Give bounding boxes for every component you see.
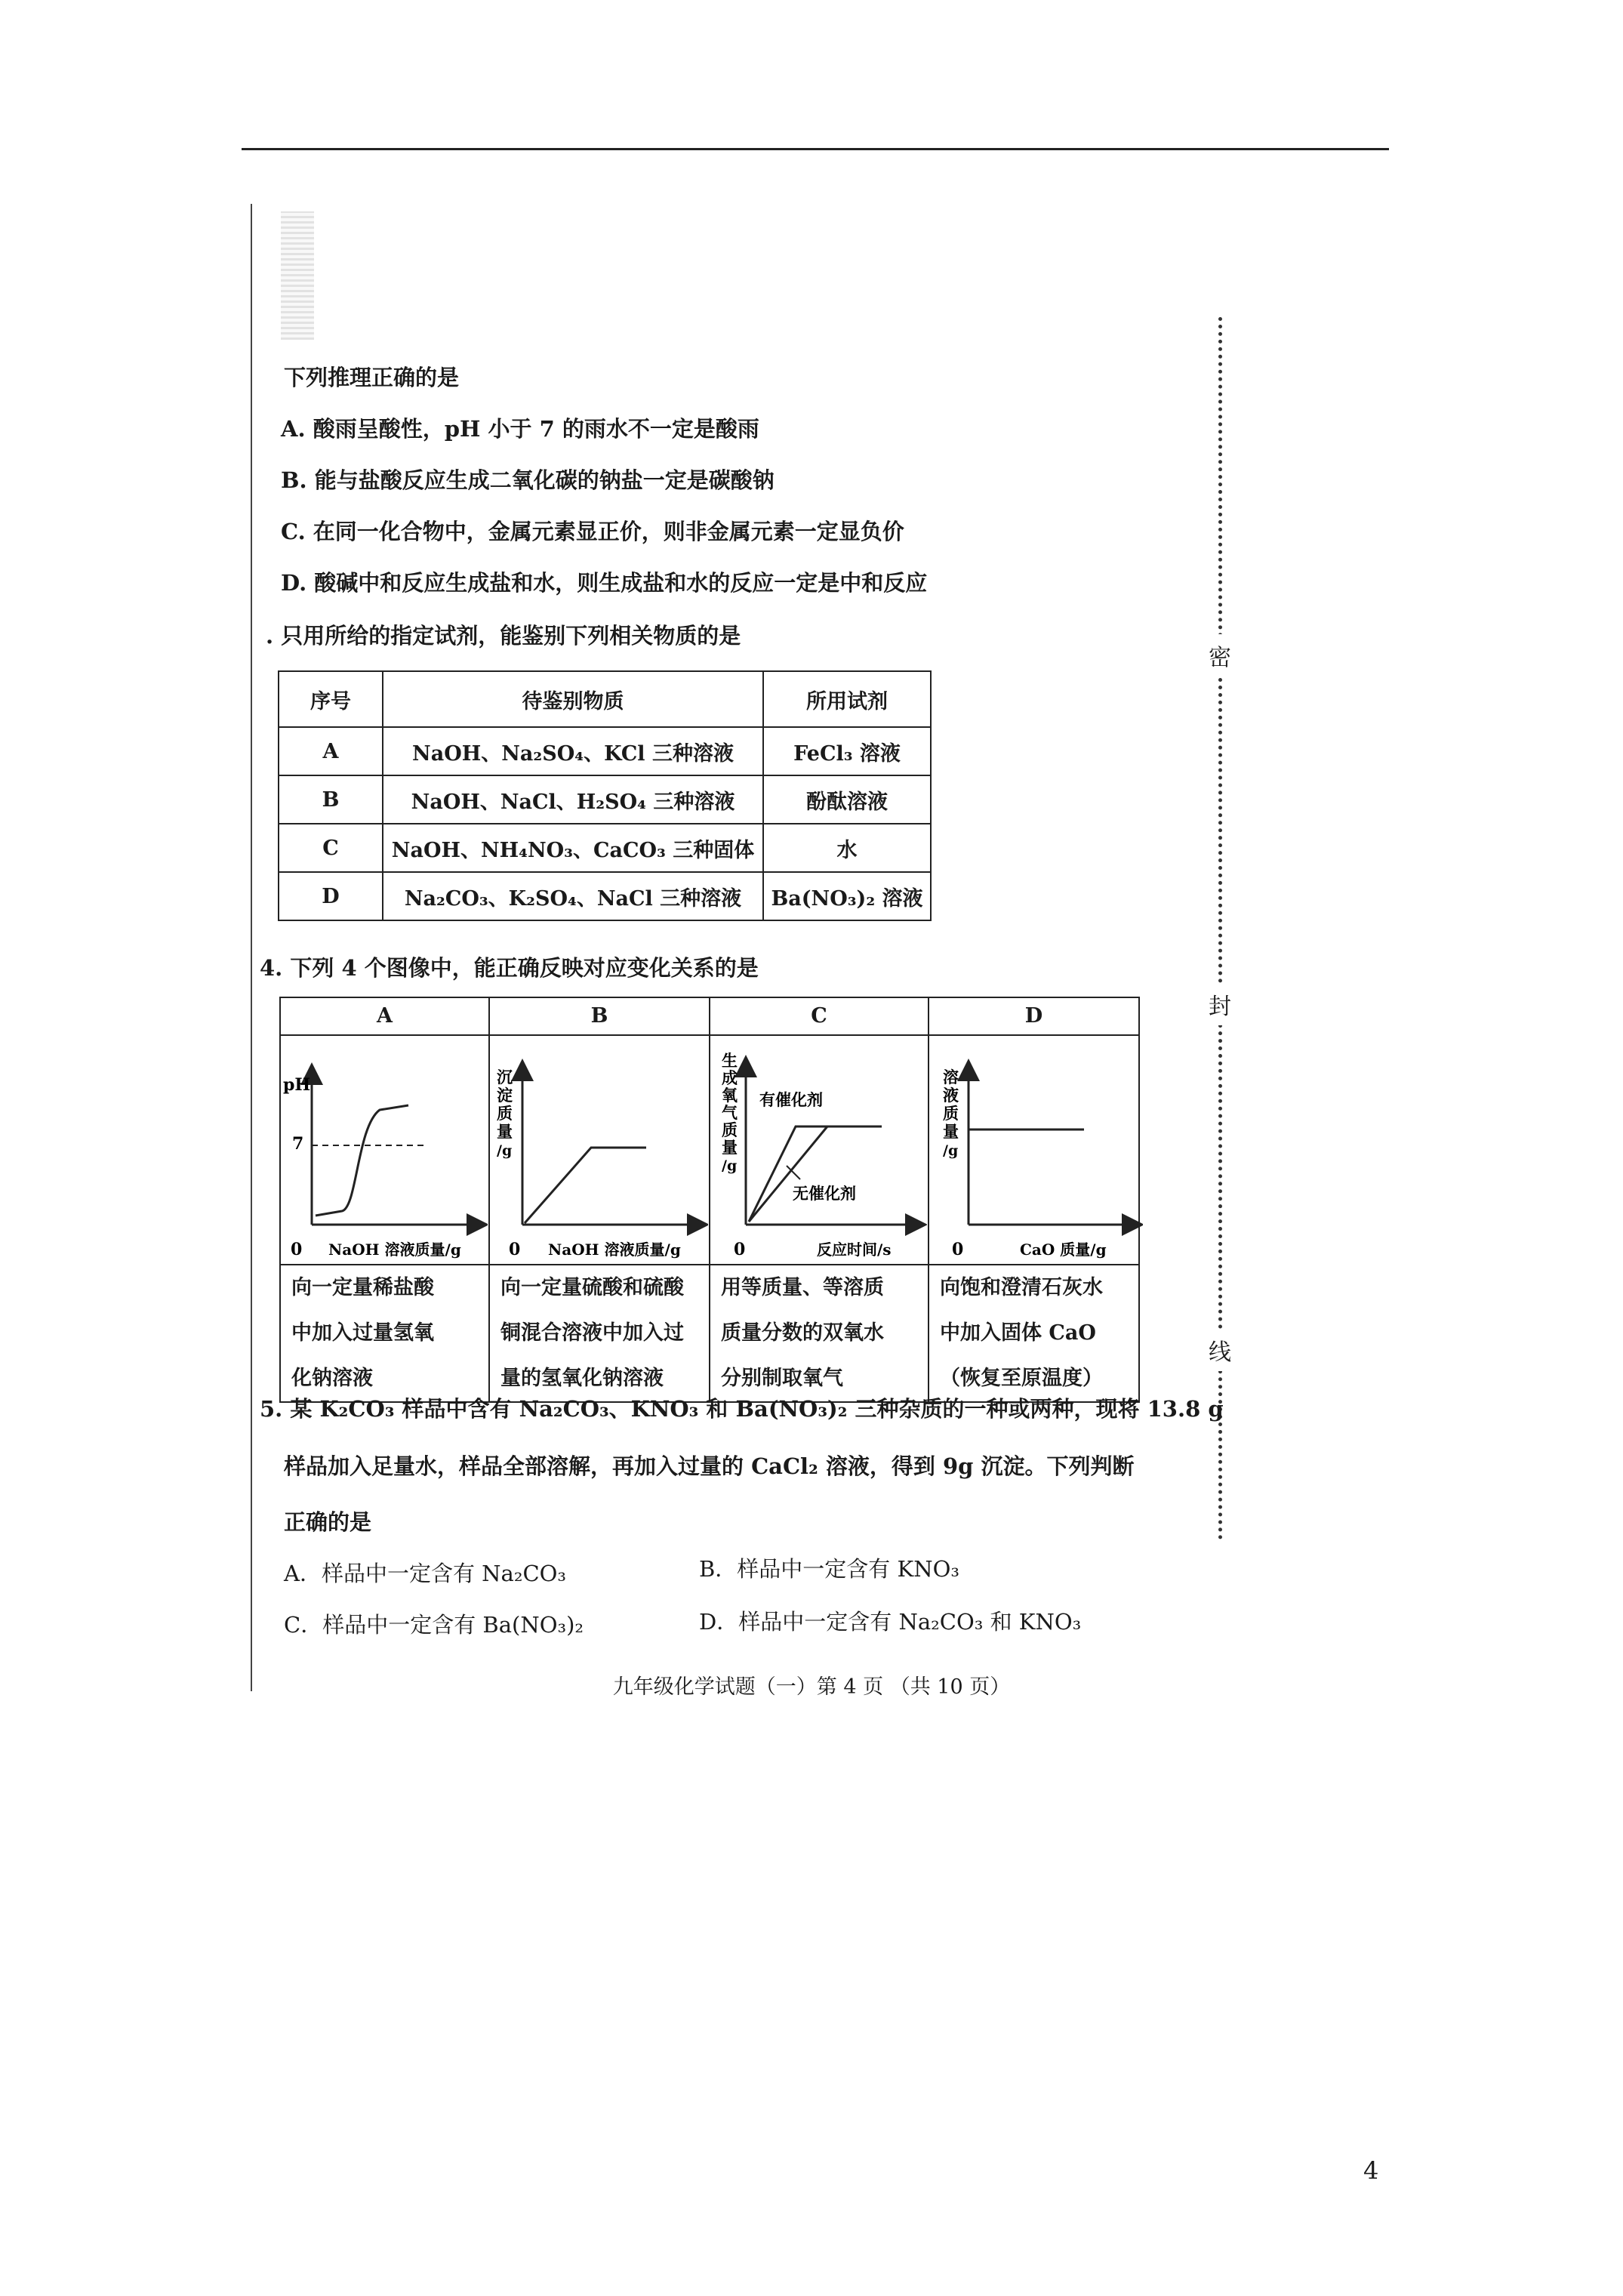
graph-d-cell bbox=[929, 1035, 1139, 1265]
y-label-char: 液 bbox=[943, 1086, 959, 1105]
description-d bbox=[929, 1265, 1139, 1402]
row-reagent: 水 bbox=[763, 824, 931, 872]
graph-column-header-row bbox=[280, 997, 1139, 1035]
y-label-char: 淀 bbox=[497, 1086, 513, 1105]
binding-margin-line bbox=[251, 204, 252, 1691]
x-axis-label: 反应时间/s bbox=[817, 1240, 892, 1259]
y-label-char: 质 bbox=[722, 1120, 738, 1139]
y-label-char: 成 bbox=[722, 1068, 738, 1087]
x-axis-label: NaOH 溶液质量/g bbox=[328, 1240, 461, 1259]
graph-c-cell bbox=[710, 1035, 929, 1265]
origin-label: 0 bbox=[509, 1240, 521, 1259]
description-line: 量的氢氧化钠溶液 bbox=[500, 1367, 664, 1390]
table-row bbox=[279, 872, 931, 920]
column-label-c: C bbox=[710, 997, 929, 1035]
y-label-char: 量 bbox=[497, 1122, 513, 1141]
description-line: 向一定量稀盐酸 bbox=[291, 1276, 434, 1299]
y-label-unit: /g bbox=[722, 1157, 738, 1174]
table-row bbox=[279, 775, 931, 824]
description-c bbox=[710, 1265, 929, 1402]
x-axis-label: CaO 质量/g bbox=[1020, 1240, 1107, 1259]
graph-d bbox=[929, 1036, 1143, 1261]
row-id: A bbox=[279, 727, 383, 775]
y-label-unit: /g bbox=[497, 1142, 513, 1159]
q3-stem: . 只用所给的指定试剂，能鉴别下列相关物质的是 bbox=[266, 623, 741, 649]
scan-artifact bbox=[281, 211, 314, 340]
q5-option-d: D．样品中一定含有 Na₂CO₃ 和 KNO₃ bbox=[699, 1609, 1082, 1635]
q2-option-b: B. 能与盐酸反应生成二氧化碳的钠盐一定是碳酸钠 bbox=[281, 467, 775, 493]
header-cell: 所用试剂 bbox=[763, 671, 931, 727]
y-tick-label: 7 bbox=[292, 1134, 304, 1154]
description-line: 中加入固体 CaO bbox=[940, 1321, 1096, 1345]
description-line: 用等质量、等溶质 bbox=[721, 1276, 884, 1299]
origin-label: 0 bbox=[734, 1240, 746, 1259]
y-axis-label: pH bbox=[283, 1075, 311, 1095]
graph-c bbox=[711, 1036, 927, 1261]
q2-option-d: D. 酸碱中和反应生成盐和水，则生成盐和水的反应一定是中和反应 bbox=[281, 570, 928, 596]
precipitate-curve bbox=[525, 1148, 646, 1223]
row-substances: NaOH、NH₄NO₃、CaCO₃ 三种固体 bbox=[383, 824, 763, 872]
q4-graph-table bbox=[279, 997, 1140, 1403]
description-line: 化钠溶液 bbox=[291, 1367, 373, 1390]
y-label-unit: /g bbox=[943, 1142, 959, 1159]
graph-a-cell bbox=[280, 1035, 489, 1265]
graph-a bbox=[282, 1036, 488, 1261]
graph-row bbox=[280, 1035, 1139, 1265]
table-row bbox=[279, 727, 931, 775]
y-label-char: 沉 bbox=[497, 1068, 513, 1086]
row-id: D bbox=[279, 872, 383, 920]
description-line: 向饱和澄清石灰水 bbox=[940, 1276, 1103, 1299]
row-id: B bbox=[279, 775, 383, 824]
description-line: （恢复至原温度） bbox=[940, 1367, 1103, 1390]
q3-table bbox=[278, 670, 932, 921]
description-line: 质量分数的双氧水 bbox=[721, 1321, 884, 1345]
y-label-char: 质 bbox=[497, 1104, 513, 1123]
row-reagent: FeCl₃ 溶液 bbox=[763, 727, 931, 775]
row-id: C bbox=[279, 824, 383, 872]
q5-option-a: A．样品中一定含有 Na₂CO₃ bbox=[284, 1561, 567, 1586]
column-label-a: A bbox=[280, 997, 489, 1035]
header-cell: 序号 bbox=[279, 671, 383, 727]
q2-option-c: C. 在同一化合物中，金属元素显正价，则非金属元素一定显负价 bbox=[281, 519, 904, 544]
q5-option-c: C．样品中一定含有 Ba(NO₃)₂ bbox=[284, 1612, 584, 1638]
row-reagent: 酚酞溶液 bbox=[763, 775, 931, 824]
y-label-char: 气 bbox=[722, 1103, 738, 1122]
header-rule bbox=[242, 148, 1389, 150]
x-axis-label: NaOH 溶液质量/g bbox=[548, 1240, 681, 1259]
row-substances: NaOH、Na₂SO₄、KCl 三种溶液 bbox=[383, 727, 763, 775]
seal-char-mi: 密 bbox=[1205, 634, 1235, 676]
q5-stem-line: 正确的是 bbox=[284, 1509, 372, 1535]
q4-stem: 4. 下列 4 个图像中，能正确反映对应变化关系的是 bbox=[260, 955, 759, 981]
description-line: 中加入过量氢氧 bbox=[291, 1321, 434, 1345]
q2-option-a: A. 酸雨呈酸性，pH 小于 7 的雨水不一定是酸雨 bbox=[281, 416, 759, 442]
graph-b-cell bbox=[489, 1035, 710, 1265]
header-cell: 待鉴别物质 bbox=[383, 671, 763, 727]
page-number: 4 bbox=[1363, 2156, 1379, 2185]
q5-stem-line: 5. 某 K₂CO₃ 样品中含有 Na₂CO₃、KNO₃ 和 Ba(NO₃)₂ 三种杂质的一种或两种，现将 13.8 g bbox=[260, 1396, 1224, 1422]
q2-stem: 下列推理正确的是 bbox=[284, 365, 460, 390]
ph-curve bbox=[316, 1105, 408, 1216]
row-substances: Na₂CO₃、K₂SO₄、NaCl 三种溶液 bbox=[383, 872, 763, 920]
column-label-d: D bbox=[929, 997, 1139, 1035]
origin-label: 0 bbox=[291, 1240, 303, 1259]
q5-stem-line: 样品加入足量水，样品全部溶解，再加入过量的 CaCl₂ 溶液，得到 9g 沉淀。下列判断 bbox=[284, 1453, 1135, 1479]
page-footer: 九年级化学试题（一）第 4 页 （共 10 页） bbox=[612, 1675, 1011, 1699]
table-header-row bbox=[279, 671, 931, 727]
y-label-char: 溶 bbox=[943, 1068, 959, 1086]
y-label-char: 生 bbox=[722, 1051, 738, 1070]
origin-label: 0 bbox=[952, 1240, 964, 1259]
graph-b bbox=[491, 1036, 708, 1261]
description-b bbox=[489, 1265, 710, 1402]
column-label-b: B bbox=[489, 997, 710, 1035]
graph-description-row bbox=[280, 1265, 1139, 1402]
seal-char-feng: 封 bbox=[1205, 983, 1235, 1025]
y-label-char: 质 bbox=[943, 1104, 959, 1123]
y-label-char: 量 bbox=[943, 1122, 959, 1141]
description-line: 向一定量硫酸和硫酸 bbox=[500, 1276, 684, 1299]
description-line: 分别制取氧气 bbox=[721, 1367, 843, 1390]
row-substances: NaOH、NaCl、H₂SO₄ 三种溶液 bbox=[383, 775, 763, 824]
y-label-char: 氧 bbox=[722, 1086, 738, 1105]
table-row bbox=[279, 824, 931, 872]
description-a bbox=[280, 1265, 489, 1402]
row-reagent: Ba(NO₃)₂ 溶液 bbox=[763, 872, 931, 920]
label-with-catalyst: 有催化剂 bbox=[759, 1090, 823, 1109]
label-without-catalyst: 无催化剂 bbox=[793, 1184, 856, 1203]
seal-char-xian: 线 bbox=[1205, 1329, 1235, 1371]
description-line: 铜混合溶液中加入过 bbox=[500, 1321, 684, 1345]
y-label-char: 量 bbox=[722, 1138, 738, 1157]
q5-option-b: B．样品中一定含有 KNO₃ bbox=[699, 1556, 959, 1582]
